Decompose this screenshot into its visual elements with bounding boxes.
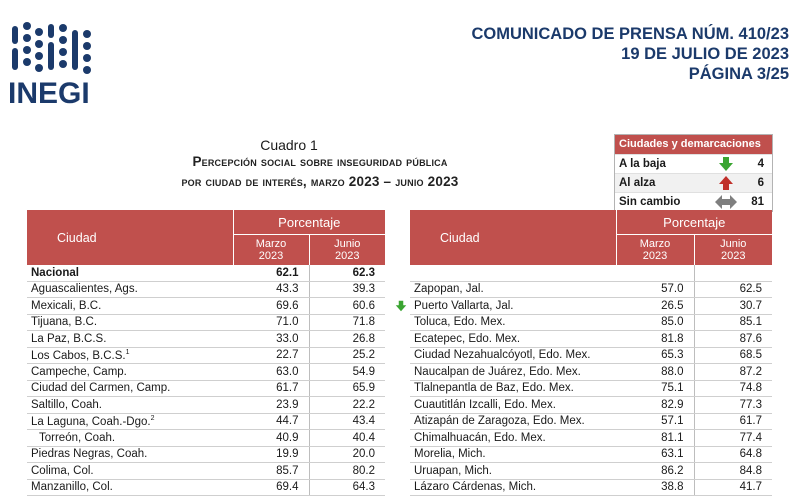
city-cell	[410, 446, 616, 463]
city-cell	[410, 281, 616, 298]
table-row	[27, 281, 385, 298]
legend-row-down	[615, 154, 772, 173]
march-value: 63.1	[616, 446, 694, 463]
city-cell	[27, 446, 233, 463]
city-cell	[410, 314, 616, 331]
june-value	[309, 314, 385, 331]
city-cell	[27, 463, 233, 480]
june-value	[694, 479, 772, 496]
march-value: 69.4	[233, 479, 309, 496]
city-name: Tlalnepantla de Baz, Edo. Mex.	[414, 382, 574, 395]
march-value: 57.1	[616, 413, 694, 430]
june-value-text: 54.9	[352, 365, 375, 378]
table-row	[27, 380, 385, 397]
city-name: Aguascalientes, Ags.	[31, 283, 138, 296]
june-value-text: 84.8	[739, 464, 762, 477]
city-cell	[410, 463, 616, 480]
march-value: 40.9	[233, 430, 309, 447]
logo-text: INEGI	[8, 77, 90, 110]
header-june: Junio 2023	[694, 235, 772, 266]
city-name: Zapopan, Jal.	[414, 283, 484, 296]
city-name: Mexicali, B.C.	[31, 299, 102, 312]
press-number: COMUNICADO DE PRENSA NÚM. 410/23	[471, 25, 789, 43]
table-row	[410, 281, 772, 298]
table-row	[410, 331, 772, 348]
march-value: 88.0	[616, 364, 694, 381]
march-value: 19.9	[233, 446, 309, 463]
june-value-text: 26.8	[352, 332, 375, 345]
city-cell	[410, 397, 616, 414]
legend-count: 6	[757, 177, 764, 189]
table-row	[27, 463, 385, 480]
header-city: Ciudad	[27, 210, 233, 265]
city-name: Manzanillo, Col.	[31, 481, 113, 494]
june-value-text: 43.4	[352, 415, 375, 428]
city-cell	[27, 331, 233, 348]
city-name: Cuautitlán Izcalli, Edo. Mex.	[414, 398, 556, 411]
city-cell	[27, 413, 233, 430]
city-cell	[410, 430, 616, 447]
city-name: Lázaro Cárdenas, Mich.	[414, 481, 537, 494]
header-percentage: Porcentaje	[616, 210, 772, 235]
june-value	[694, 347, 772, 364]
june-value	[694, 463, 772, 480]
city-name: Piedras Negras, Coah.	[31, 448, 148, 461]
june-value-text: 87.2	[739, 365, 762, 378]
red-up-arrow-icon	[718, 176, 734, 190]
table-row	[27, 314, 385, 331]
june-value-text: 71.8	[352, 316, 375, 329]
march-value: 85.0	[616, 314, 694, 331]
right-data-table	[410, 210, 772, 496]
title-line-2: por ciudad de interés, marzo 2023 – junio 2023	[181, 174, 459, 189]
march-value: 26.5	[616, 298, 694, 315]
march-value: 44.7	[233, 413, 309, 430]
city-cell	[27, 281, 233, 298]
june-value-text: 68.5	[739, 349, 762, 362]
legend-row-up	[615, 173, 772, 192]
header-march: Marzo 2023	[616, 235, 694, 266]
june-value	[694, 380, 772, 397]
june-value-text: 77.3	[739, 398, 762, 411]
table-row	[27, 397, 385, 414]
june-value-text: 41.7	[739, 481, 762, 494]
left-data-table	[27, 210, 385, 496]
june-value-text: 77.4	[739, 431, 762, 444]
march-value: 23.9	[233, 397, 309, 414]
june-value-text: 40.4	[352, 431, 375, 444]
inegi-logo	[8, 20, 98, 110]
june-value-text: 39.3	[352, 283, 375, 296]
table-row	[27, 347, 385, 364]
june-value	[309, 413, 385, 430]
june-value	[309, 463, 385, 480]
table-row	[27, 413, 385, 430]
city-cell	[27, 314, 233, 331]
city-cell	[27, 347, 233, 364]
june-value	[694, 298, 772, 315]
city-name: Tijuana, B.C.	[31, 316, 98, 329]
city-cell	[27, 364, 233, 381]
june-value-text: 22.2	[352, 398, 375, 411]
table-row	[410, 446, 772, 463]
legend-label: Sin cambio	[619, 196, 681, 208]
city-name: Ciudad del Carmen, Camp.	[31, 382, 171, 395]
city-cell	[410, 413, 616, 430]
june-value	[694, 281, 772, 298]
footnote-marker: 2	[150, 414, 155, 422]
june-value-text: 30.7	[739, 299, 762, 312]
march-value: 81.8	[616, 331, 694, 348]
city-name: Ecatepec, Edo. Mex.	[414, 332, 521, 345]
city-cell	[410, 298, 616, 315]
press-date: 19 DE JULIO DE 2023	[621, 45, 789, 63]
june-value-text: 85.1	[739, 316, 762, 329]
june-value-text: 87.6	[739, 332, 762, 345]
city-cell	[27, 430, 233, 447]
june-value-text: 80.2	[352, 464, 375, 477]
june-value	[309, 446, 385, 463]
march-value: 61.7	[233, 380, 309, 397]
june-value	[694, 397, 772, 414]
june-value	[309, 347, 385, 364]
city-name: Uruapan, Mich.	[414, 464, 492, 477]
june-value	[694, 265, 772, 281]
june-value	[694, 430, 772, 447]
city-name: La Laguna, Coah.-Dgo.	[31, 415, 151, 428]
green-down-arrow-icon	[718, 157, 734, 171]
header-percentage: Porcentaje	[233, 210, 385, 235]
table-row	[410, 347, 772, 364]
table-row	[27, 331, 385, 348]
june-value	[309, 281, 385, 298]
march-value: 75.1	[616, 380, 694, 397]
header-march: Marzo 2023	[233, 235, 309, 266]
june-value-text: 20.0	[352, 448, 375, 461]
march-value: 63.0	[233, 364, 309, 381]
table-row	[410, 397, 772, 414]
city-name: Los Cabos, B.C.S.	[31, 349, 126, 362]
city-cell	[410, 347, 616, 364]
header-june: Junio 2023	[309, 235, 385, 266]
city-name: Chimalhuacán, Edo. Mex.	[414, 431, 546, 444]
table-title	[110, 152, 530, 192]
june-value-text: 25.2	[352, 349, 375, 362]
city-name: Atizapán de Zaragoza, Edo. Mex.	[414, 415, 585, 428]
march-value: 62.1	[233, 265, 309, 281]
june-value	[694, 314, 772, 331]
june-value	[694, 446, 772, 463]
june-value	[309, 479, 385, 496]
june-value	[309, 265, 385, 281]
march-value: 43.3	[233, 281, 309, 298]
city-cell	[27, 298, 233, 315]
march-value: 33.0	[233, 331, 309, 348]
header-city: Ciudad	[410, 210, 616, 265]
table-row	[410, 298, 772, 315]
march-value: 38.8	[616, 479, 694, 496]
city-cell	[410, 331, 616, 348]
legend-count: 4	[757, 158, 764, 170]
city-cell	[410, 364, 616, 381]
march-value: 69.6	[233, 298, 309, 315]
city-cell	[410, 380, 616, 397]
march-value: 57.0	[616, 281, 694, 298]
city-cell	[410, 265, 616, 281]
city-cell	[410, 479, 616, 496]
march-value	[616, 265, 694, 281]
june-value-text: 74.8	[739, 382, 762, 395]
legend-count: 81	[751, 196, 764, 208]
city-cell	[27, 265, 233, 281]
june-value	[694, 364, 772, 381]
green-down-arrow-icon	[395, 300, 407, 312]
legend-label: Al alza	[619, 177, 656, 189]
table-number: Cuadro 1	[260, 137, 318, 153]
march-value: 22.7	[233, 347, 309, 364]
june-value-text: 60.6	[352, 299, 375, 312]
table-row	[410, 430, 772, 447]
june-value	[309, 380, 385, 397]
table-row	[410, 265, 772, 281]
city-cell	[27, 380, 233, 397]
inegi-dots-icon	[10, 20, 96, 76]
june-value	[694, 413, 772, 430]
table-row	[410, 463, 772, 480]
march-value: 82.9	[616, 397, 694, 414]
city-name: Toluca, Edo. Mex.	[414, 316, 506, 329]
city-name: Torreón, Coah.	[39, 431, 116, 444]
table-row	[27, 430, 385, 447]
june-value	[694, 331, 772, 348]
table-row	[27, 265, 385, 281]
legend-row-same	[615, 192, 772, 211]
city-name: Colima, Col.	[31, 464, 94, 477]
city-name: Nacional	[31, 266, 79, 279]
june-value-text: 62.3	[352, 266, 375, 279]
city-name: La Paz, B.C.S.	[31, 332, 107, 345]
gray-double-arrow-icon	[715, 195, 737, 209]
table-row	[410, 314, 772, 331]
march-value: 71.0	[233, 314, 309, 331]
city-name: Morelia, Mich.	[414, 448, 486, 461]
city-cell	[27, 479, 233, 496]
table-row	[410, 380, 772, 397]
title-line-1: Percepción social sobre inseguridad pública	[192, 154, 448, 169]
footnote-marker: 1	[125, 348, 130, 356]
june-value-text: 62.5	[739, 283, 762, 296]
june-value	[309, 364, 385, 381]
city-cell	[27, 397, 233, 414]
legend-label: A la baja	[619, 158, 666, 170]
city-name: Ciudad Nezahualcóyotl, Edo. Mex.	[414, 349, 591, 362]
march-value: 85.7	[233, 463, 309, 480]
march-value: 81.1	[616, 430, 694, 447]
june-value-text: 61.7	[739, 415, 762, 428]
city-name: Campeche, Camp.	[31, 365, 127, 378]
march-value: 86.2	[616, 463, 694, 480]
city-name: Naucalpan de Juárez, Edo. Mex.	[414, 365, 581, 378]
press-page: PÁGINA 3/25	[688, 65, 789, 83]
june-value	[309, 397, 385, 414]
march-value: 65.3	[616, 347, 694, 364]
city-name: Saltillo, Coah.	[31, 398, 102, 411]
legend-header: Ciudades y demarcaciones	[615, 135, 772, 154]
table-row	[27, 298, 385, 315]
june-value-text: 64.3	[352, 481, 375, 494]
june-value	[309, 331, 385, 348]
table-row	[410, 479, 772, 496]
table-row	[27, 446, 385, 463]
table-row	[27, 364, 385, 381]
june-value	[309, 298, 385, 315]
june-value	[309, 430, 385, 447]
press-header	[471, 24, 789, 84]
june-value-text: 64.8	[739, 448, 762, 461]
june-value-text: 65.9	[352, 382, 375, 395]
city-name: Puerto Vallarta, Jal.	[414, 299, 514, 312]
table-row	[410, 413, 772, 430]
trend-legend	[614, 134, 773, 212]
table-row	[27, 479, 385, 496]
table-row	[410, 364, 772, 381]
